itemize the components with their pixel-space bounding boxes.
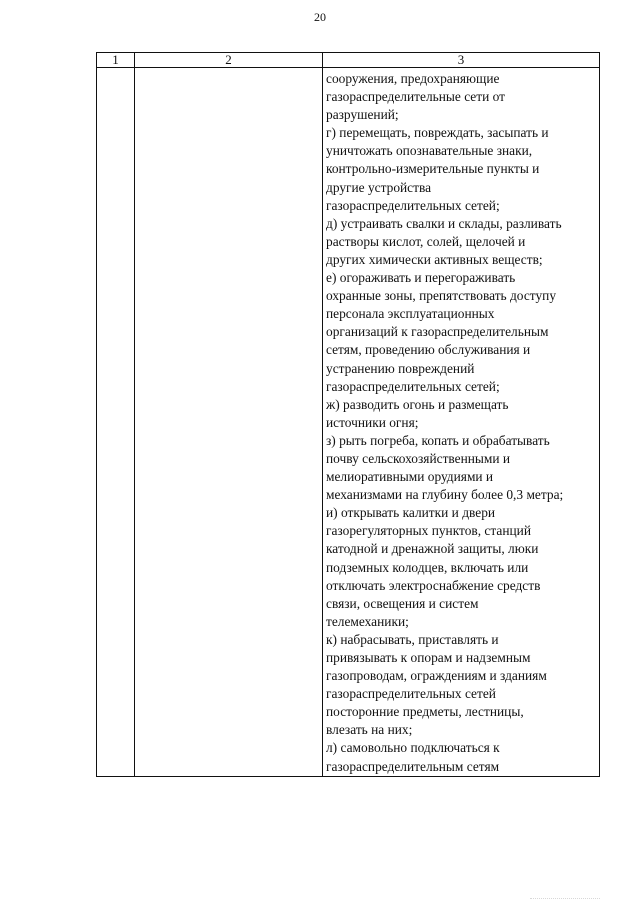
column-header-3: 3	[323, 53, 600, 68]
text-line: охранные зоны, препятствовать доступу	[326, 288, 557, 304]
text-line: посторонние предметы, лестницы,	[326, 704, 524, 720]
text-line: персонала эксплуатационных	[326, 306, 495, 322]
text-line: сетям, проведению обслуживания и	[326, 342, 531, 358]
scan-mark	[635, 652, 638, 662]
text-line: к) набрасывать, приставлять и	[326, 631, 499, 647]
text-line: других химически активных веществ;	[326, 251, 543, 267]
table-header-row	[97, 53, 600, 68]
text-line: мелиоративными орудиями и	[326, 469, 494, 485]
text-line: другие устройства	[326, 179, 432, 195]
text-line: растворы кислот, солей, щелочей и	[326, 233, 526, 249]
page-number: 20	[314, 10, 326, 24]
text-line: газораспределительным сетям	[326, 758, 500, 774]
table-row	[97, 68, 600, 777]
text-line: телемеханики;	[326, 613, 409, 629]
column-header-2: 2	[135, 53, 323, 68]
text-line: газораспределительных сетей;	[326, 378, 500, 394]
table-cell-col3	[323, 68, 600, 777]
text-line: сооружения, предохраняющие	[326, 71, 500, 86]
text-line: влезать на них;	[326, 722, 413, 738]
text-line: устранению повреждений	[326, 360, 475, 376]
text-line: отключать электроснабжение средств	[326, 577, 541, 593]
text-line: организаций к газораспределительным	[326, 324, 549, 340]
column-header-1: 1	[97, 53, 135, 68]
text-line: подземных колодцев, включать или	[326, 559, 529, 575]
text-line: почву сельскохозяйственными и	[326, 450, 511, 466]
text-line: газопроводам, ограждениям и зданиям	[326, 668, 547, 684]
regulation-text	[326, 70, 597, 776]
text-line: разрушений;	[326, 107, 399, 123]
text-line: е) огораживать и перегораживать	[326, 270, 516, 286]
text-line: газорегуляторных пунктов, станций	[326, 523, 532, 539]
text-line: л) самовольно подключаться к	[326, 740, 500, 756]
document-table	[96, 52, 600, 777]
text-line: источники огня;	[326, 414, 419, 430]
text-line: д) устраивать свалки и склады, разливать	[326, 215, 562, 231]
text-line: ж) разводить огонь и размещать	[326, 396, 509, 412]
text-line: механизмами на глубину более 0,3 метра;	[326, 487, 564, 503]
table-cell-col1	[97, 68, 135, 777]
text-line: связи, освещения и систем	[326, 595, 479, 611]
text-line: газораспределительных сетей;	[326, 197, 500, 213]
text-line: з) рыть погреба, копать и обрабатывать	[326, 432, 550, 448]
text-line: газораспределительных сетей	[326, 686, 496, 702]
text-line: привязывать к опорам и надземным	[326, 650, 531, 665]
text-line: газораспределительные сети от	[326, 89, 505, 105]
text-line: катодной и дренажной защиты, люки	[326, 541, 539, 557]
text-line: и) открывать калитки и двери	[326, 505, 496, 521]
text-line: уничтожать опознавательные знаки,	[326, 143, 533, 159]
text-line: г) перемещать, повреждать, засыпать и	[326, 125, 549, 141]
scan-artifact	[530, 898, 600, 903]
table-cell-col2	[135, 68, 323, 777]
text-line: контрольно-измерительные пункты и	[326, 161, 540, 177]
